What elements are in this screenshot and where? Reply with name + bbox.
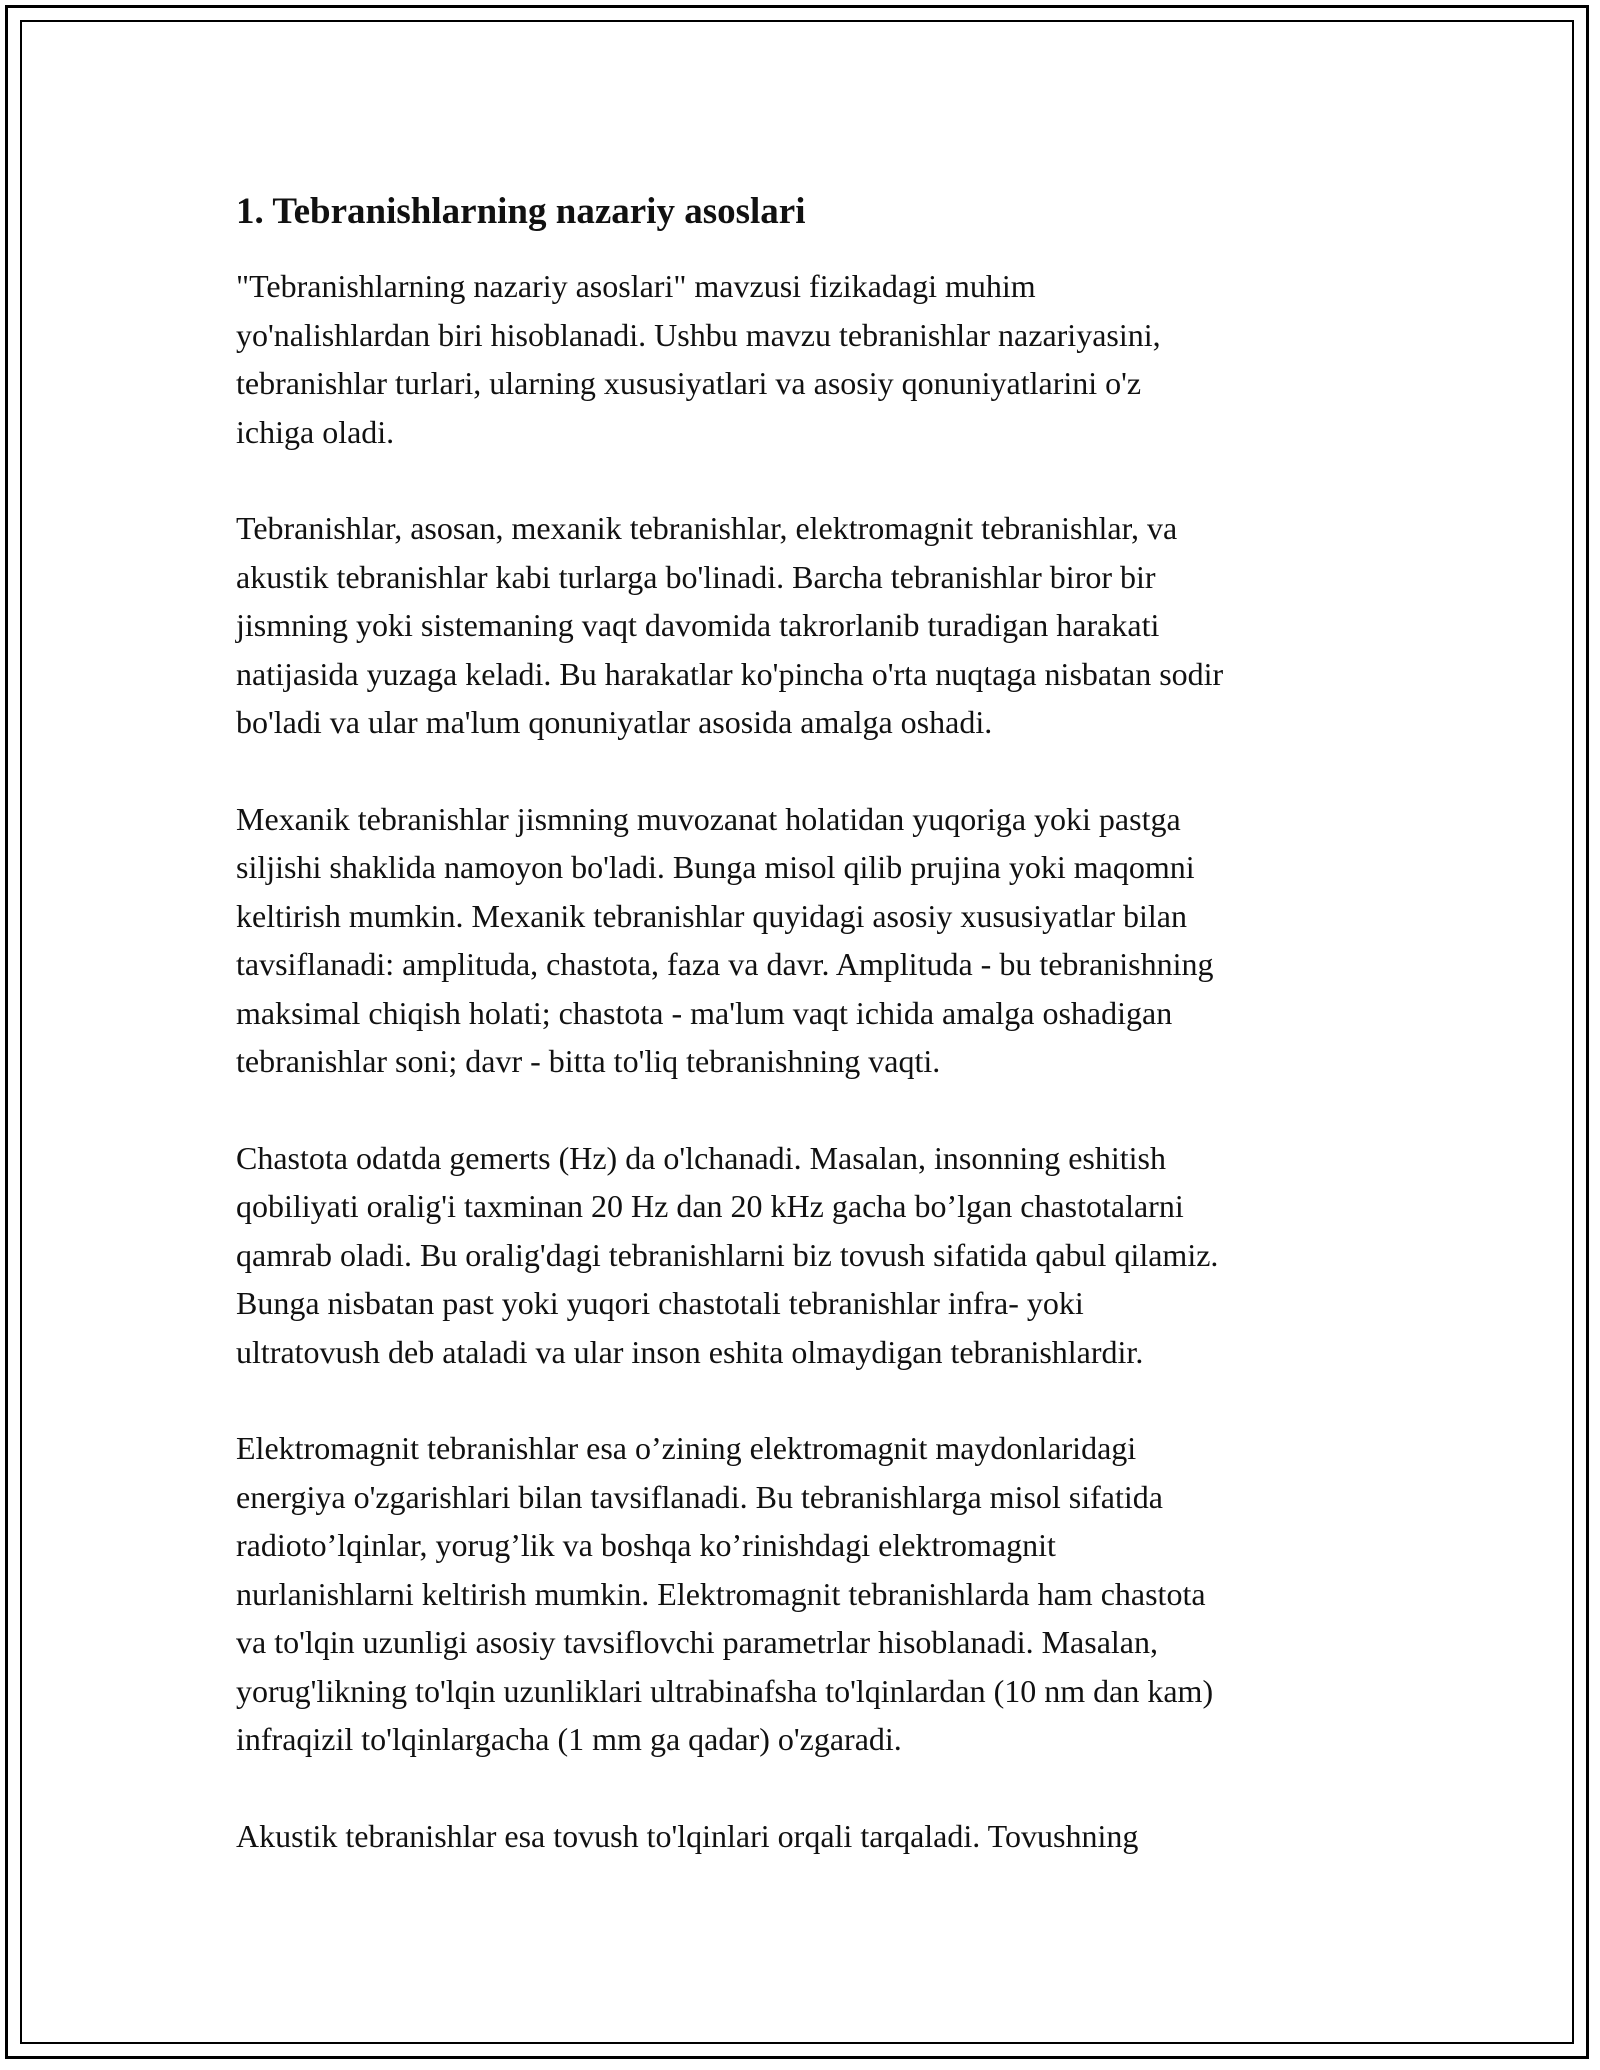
- paragraph-frequency: Chastota odatda gemerts (Hz) da o'lchanadi. Masalan, insonning eshitish qobiliyati oralig'i taxminan 20 Hz dan 20 kHz gacha bo’lgan chastotalarni qamrab oladi. Bu oralig'dagi tebranishlarni biz tovush sifatida qabul qilamiz. Bunga nisbatan past yoki yuqori chastotali tebranishlar infra- yoki ultratovush deb ataladi va ular inson eshita olmaydigan tebranishlardir.: [236, 1139, 1219, 1370]
- paragraph-intro: "Tebranishlarning nazariy asoslari" mavzusi fizikadagi muhim yo'nalishlardan biri hisoblanadi. Ushbu mavzu tebranishlar nazariyasini, tebranishlar turlari, ularning xususiyatlari va asosiy qonuniyatlarini o'z ichiga oladi.: [236, 268, 1161, 450]
- paragraph-mechanical: Mexanik tebranishlar jismning muvozanat holatidan yuqoriga yoki pastga siljishi shaklida namoyon bo'ladi. Bunga misol qilib prujina yoki maqomni keltirish mumkin. Mexanik tebranishlar quyidagi asosiy xususiyatlar bilan tavsiflanadi: amplituda, chastota, faza va davr. Amplituda - bu tebranishning maksimal chiqish holati; chastota - ma'lum vaqt ichida amalga oshadigan tebranishlar soni; davr - bitta to'liq tebranishning vaqti.: [236, 800, 1214, 1079]
- section-title: 1. Tebranishlarning nazariy asoslari: [236, 191, 806, 232]
- paragraph-types: Tebranishlar, asosan, mexanik tebranishlar, elektromagnit tebranishlar, va akustik tebranishlar kabi turlarga bo'linadi. Barcha tebranishlar biror bir jismning yoki sistemaning vaqt davomida takrorlanib turadigan harakati natijasida yuzaga keladi. Bu harakatlar ko'pincha o'rta nuqtaga nisbatan sodir bo'ladi va ular ma'lum qonuniyatlar asosida amalga oshadi.: [236, 510, 1224, 740]
- paragraph-electromagnetic: Elektromagnit tebranishlar esa o’zining elektromagnit maydonlaridagi energiya o'zgarishlari bilan tavsiflanadi. Bu tebranishlarga misol sifatida radioto’lqinlar, yorug’lik va boshqa ko’rinishdagi elektromagnit nurlanishlarni keltirish mumkin. Elektromagnit tebranishlarda ham chastota va to'lqin uzunligi asosiy tavsiflovchi parametrlar hisoblanadi. Masalan, yorug'likning to'lqin uzunliklari ultrabinafsha to'lqinlardan (10 nm dan kam) infraqizil to'lqinlargacha (1 mm ga qadar) o'zgaradi.: [236, 1430, 1214, 1757]
- paragraph-acoustic: Akustik tebranishlar esa tovush to'lqinlari orqali tarqaladi. Tovushning: [236, 1817, 1139, 1854]
- document-body: [236, 188, 1386, 1908]
